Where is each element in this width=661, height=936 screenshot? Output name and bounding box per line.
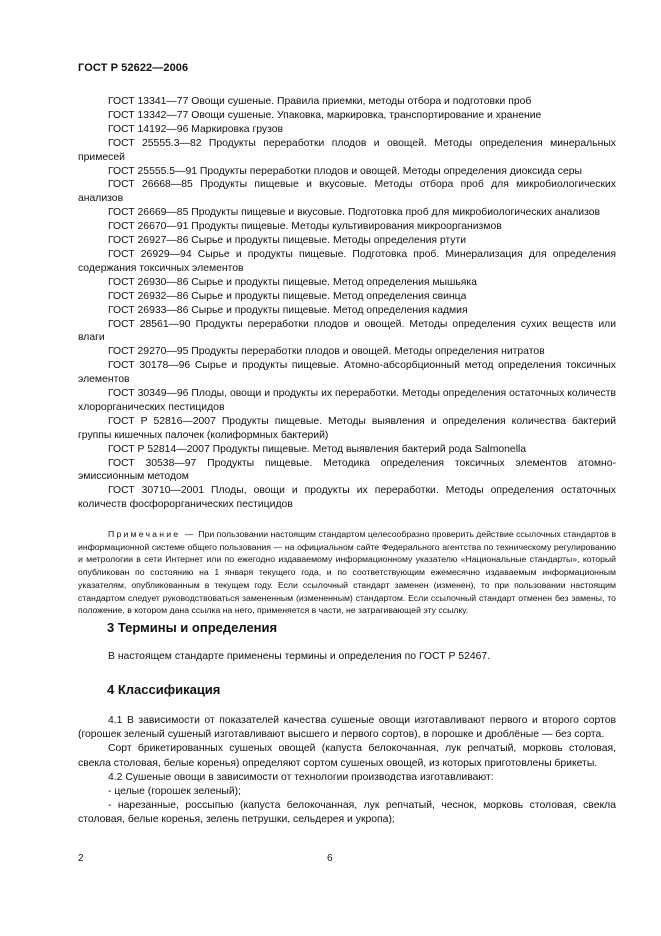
reference-item: ГОСТ Р 52816—2007 Продукты пищевые. Методы выявления и определения количества бактерий группы кишечных палочек (колиформных бактерий) bbox=[78, 415, 616, 441]
reference-item: ГОСТ 30710—2001 Плоды, овощи и продукты их переработки. Методы определения остаточных количеств фосфорорганических пестицидов bbox=[78, 485, 616, 511]
reference-item: ГОСТ 13342—77 Овощи сушеные. Упаковка, маркировка, транспортирование и хранение bbox=[108, 109, 542, 121]
reference-item: ГОСТ Р 52814—2007 Продукты пищевые. Метод выявления бактерий рода Salmonella bbox=[108, 443, 527, 455]
reference-item: ГОСТ 30538—97 Продукты пищевые. Методика определения токсичных элементов атомно-эмиссионным методом bbox=[78, 457, 616, 483]
note-block bbox=[78, 528, 616, 617]
section-4-list-item: - целые (горошек зеленый); bbox=[108, 786, 241, 798]
section-4-paragraph: 4.2 Сушеные овощи в зависимости от технологии производства изготавливают: bbox=[108, 771, 494, 783]
section-4-paragraph: Сорт брикетированных сушеных овощей (капуста белокочанная, лук репчатый, морковь столовая, свекла столовая, белые коренья) определяют сортом сушеных овощей, из которых приготовлены брикеты. bbox=[78, 743, 616, 769]
section-3-title: 3 Термины и определения bbox=[107, 620, 278, 635]
reference-item: ГОСТ 28561—90 Продукты переработки плодов и овощей. Методы определения сухих веществ или влаги bbox=[78, 318, 616, 344]
page-number-center: 6 bbox=[327, 853, 333, 864]
reference-item: ГОСТ 26669—85 Продукты пищевые и вкусовые. Подготовка проб для микробиологических анализов bbox=[108, 207, 601, 219]
reference-item: ГОСТ 25555.5—91 Продукты переработки плодов и овощей. Методы определения диоксида серы bbox=[108, 165, 583, 177]
normative-references-list bbox=[78, 95, 616, 512]
section-4-title: 4 Классификация bbox=[107, 682, 221, 697]
reference-item: ГОСТ 29270—95 Продукты переработки плодов и овощей. Методы определения нитратов bbox=[108, 346, 545, 358]
reference-item: ГОСТ 14192—96 Маркировка грузов bbox=[108, 123, 284, 135]
document-header: ГОСТ Р 52622—2006 bbox=[78, 62, 189, 74]
section-3-body bbox=[78, 650, 616, 664]
section-3-text: В настоящем стандарте применены термины и определения по ГОСТ Р 52467. bbox=[108, 651, 491, 662]
reference-item: ГОСТ 26930—86 Сырье и продукты пищевые. Метод определения мышьяка bbox=[108, 276, 477, 288]
reference-item: ГОСТ 26668—85 Продукты пищевые и вкусовые. Методы отбора проб для микробиологических анализов bbox=[78, 179, 616, 205]
reference-item: ГОСТ 30349—96 Плоды, овощи и продукты их переработки. Методы определения остаточных количеств хлорорганических пестицидов bbox=[78, 388, 616, 413]
reference-item: ГОСТ 26932—86 Сырье и продукты пищевые. Метод определения свинца bbox=[108, 290, 467, 302]
reference-item: ГОСТ 26670—91 Продукты пищевые. Методы культивирования микроорганизмов bbox=[108, 221, 502, 233]
reference-item: ГОСТ 13341—77 Овощи сушеные. Правила приемки, методы отбора и подготовки проб bbox=[108, 96, 532, 107]
page-number-left: 2 bbox=[78, 853, 84, 864]
note-text: При пользовании настоящим стандартом целесообразно проверить действие ссылочных стандартов в информационной системе общего пользования — на официальном сайте Федерального агентства по техническому регулированию и метрологии в сети Интернет или по ежегодно издаваемому информационному указателю «Национальные стандарты», который опубликован по состоянию на 1 января текущего года, и по соответствующим ежемесячно издаваемым информационным указателям, опубликованным в текущем году. Если ссылочный стандарт заменен (изменен), то при пользовании настоящим стандартом следует руководствоваться замененным (измененным) стандартом. Если ссылочный стандарт отменен без замены, то положение, в котором дана ссылка на него, применяется в части, не затрагивающей эту ссылку. bbox=[78, 529, 616, 616]
reference-item: ГОСТ 30178—96 Сырье и продукты пищевые. Атомно-абсорбционный метод определения токсичных элементов bbox=[78, 360, 616, 386]
note-label: Примечание — bbox=[108, 529, 196, 539]
reference-item: ГОСТ 25555.3—82 Продукты переработки плодов и овощей. Методы определения минеральных примесей bbox=[78, 137, 616, 163]
section-4-body bbox=[78, 714, 616, 828]
reference-item: ГОСТ 26929—94 Сырье и продукты пищевые. Подготовка проб. Минерализация для определения содержания токсичных элементов bbox=[78, 248, 616, 274]
reference-item: ГОСТ 26927—86 Сырье и продукты пищевые. Методы определения ртути bbox=[108, 235, 467, 247]
section-4-list-item: - нарезанные, россыпью (капуста белокочанная, лук репчатый, чеснок, морковь столовая, свекла столовая, белые коренья, зелень петрушки, сельдерея и укропа); bbox=[78, 800, 616, 826]
section-4-paragraph: 4.1 В зависимости от показателей качества сушеные овощи изготавливают первого и второго сортов (горошек зеленый сушеный изготавливают высшего и первого сортов), в порошке и дроблёные — без сорта. bbox=[78, 715, 616, 741]
reference-item: ГОСТ 26933—86 Сырье и продукты пищевые. Метод определения кадмия bbox=[108, 304, 468, 316]
